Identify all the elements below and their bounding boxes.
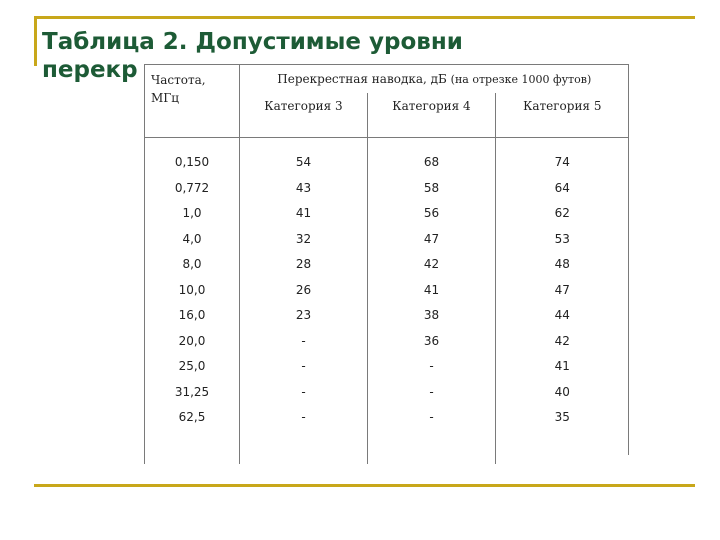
table-row [145, 354, 629, 380]
spacer-cell [145, 430, 240, 464]
frequency-cell: 0,150 [145, 137, 240, 175]
table-row [145, 277, 629, 303]
category-5-header: Категория 5 [496, 93, 629, 137]
crosstalk-cell-cat3: - [240, 405, 368, 431]
crosstalk-cell-cat5: 35 [496, 405, 629, 431]
table-row [145, 379, 629, 405]
table-row [145, 405, 629, 431]
slide-title: Таблица 2. Допустимые уровни перекр [42, 29, 463, 83]
crosstalk-cell-cat4: 56 [368, 201, 496, 227]
table-row [145, 303, 629, 329]
table-row [145, 252, 629, 278]
frequency-header: Частота, МГц [145, 65, 240, 137]
frequency-cell: 25,0 [145, 354, 240, 380]
crosstalk-cell-cat5: 47 [496, 277, 629, 303]
table-body [145, 137, 629, 464]
crosstalk-cell-cat3: 54 [240, 137, 368, 175]
crosstalk-cell-cat5: 41 [496, 354, 629, 380]
table-row [145, 201, 629, 227]
table-row [145, 175, 629, 201]
frequency-cell: 20,0 [145, 328, 240, 354]
spacer-cell [240, 430, 368, 464]
crosstalk-cell-cat4: 58 [368, 175, 496, 201]
frequency-cell: 8,0 [145, 252, 240, 278]
frequency-cell: 4,0 [145, 226, 240, 252]
crosstalk-cell-cat3: - [240, 328, 368, 354]
crosstalk-cell-cat3: 28 [240, 252, 368, 278]
category-4-header: Категория 4 [368, 93, 496, 137]
spacer-cell [496, 430, 629, 464]
frequency-cell: 62,5 [145, 405, 240, 431]
crosstalk-cell-cat4: 47 [368, 226, 496, 252]
crosstalk-cell-cat4: 68 [368, 137, 496, 175]
group-header-note: (на отрезке 1000 футов) [450, 73, 592, 86]
crosstalk-cell-cat5: 62 [496, 201, 629, 227]
crosstalk-cell-cat5: 44 [496, 303, 629, 329]
crosstalk-cell-cat5: 42 [496, 328, 629, 354]
crosstalk-cell-cat4: 38 [368, 303, 496, 329]
crosstalk-cell-cat3: - [240, 354, 368, 380]
crosstalk-cell-cat4: - [368, 379, 496, 405]
crosstalk-cell-cat5: 74 [496, 137, 629, 175]
crosstalk-cell-cat4: 42 [368, 252, 496, 278]
category-3-header: Категория 3 [240, 93, 368, 137]
crosstalk-cell-cat5: 64 [496, 175, 629, 201]
top-rule [34, 16, 695, 19]
table-row [145, 226, 629, 252]
crosstalk-cell-cat5: 53 [496, 226, 629, 252]
spacer-cell [368, 430, 496, 464]
crosstalk-cell-cat5: 48 [496, 252, 629, 278]
table-row [145, 328, 629, 354]
crosstalk-cell-cat3: 41 [240, 201, 368, 227]
crosstalk-cell-cat3: 23 [240, 303, 368, 329]
crosstalk-cell-cat5: 40 [496, 379, 629, 405]
frequency-cell: 16,0 [145, 303, 240, 329]
table-row [145, 137, 629, 175]
crosstalk-table [144, 64, 629, 455]
frequency-cell: 31,25 [145, 379, 240, 405]
crosstalk-cell-cat3: 32 [240, 226, 368, 252]
crosstalk-cell-cat3: 43 [240, 175, 368, 201]
crosstalk-cell-cat3: 26 [240, 277, 368, 303]
crosstalk-cell-cat4: - [368, 405, 496, 431]
crosstalk-cell-cat4: 36 [368, 328, 496, 354]
frequency-cell: 1,0 [145, 201, 240, 227]
frequency-cell: 0,772 [145, 175, 240, 201]
crosstalk-group-header: Перекрестная наводка, дБ (на отрезке 1000 футов) [240, 65, 629, 93]
table-spacer-row [145, 430, 629, 464]
bottom-rule [34, 484, 695, 487]
crosstalk-cell-cat3: - [240, 379, 368, 405]
frequency-cell: 10,0 [145, 277, 240, 303]
crosstalk-cell-cat4: - [368, 354, 496, 380]
left-accent-bar [34, 16, 37, 66]
crosstalk-cell-cat4: 41 [368, 277, 496, 303]
